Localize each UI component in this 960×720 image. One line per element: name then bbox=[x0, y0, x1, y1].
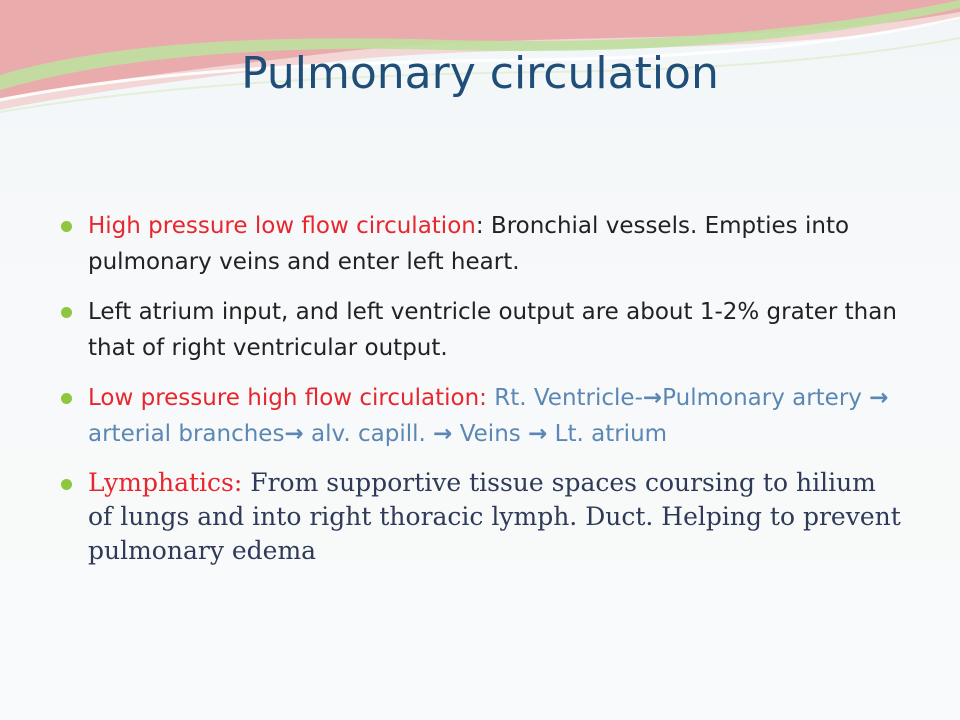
bullet-text: From supportive tissue spaces coursing to hilium of lungs and into right thoracic lymph. Duct. Helping to prevent pulmonary edema bbox=[88, 468, 901, 565]
bullet-separator: : bbox=[475, 213, 491, 239]
right-arrow-icon: → bbox=[433, 421, 453, 447]
flow-step: arterial branches bbox=[88, 421, 285, 447]
flow-step: Rt. Ventricle- bbox=[494, 385, 643, 411]
bullet-list bbox=[58, 208, 908, 582]
right-arrow-icon: → bbox=[869, 385, 889, 411]
right-arrow-icon: → bbox=[642, 385, 663, 411]
bullet-low-pressure bbox=[58, 380, 908, 452]
right-arrow-icon: → bbox=[284, 421, 304, 447]
slide-title: Pulmonary circulation bbox=[241, 48, 719, 99]
bullet-text: Left atrium input, and left ventricle output are about 1-2% grater than that of right ventricular output. bbox=[88, 299, 897, 361]
right-arrow-icon: → bbox=[528, 421, 548, 447]
bullet-lead: Low pressure high flow circulation: bbox=[88, 385, 487, 411]
bullet-dot-icon bbox=[61, 479, 72, 490]
bullet-lymphatics bbox=[58, 466, 908, 568]
bullet-lead: High pressure low flow circulation bbox=[88, 213, 476, 239]
flow-step: alv. capill. bbox=[303, 421, 434, 447]
bullet-lead: Lymphatics: bbox=[88, 468, 243, 497]
bullet-left-atrium bbox=[58, 294, 908, 366]
bullet-high-pressure bbox=[58, 208, 908, 280]
flow-step: Lt. atrium bbox=[547, 421, 668, 447]
bullet-dot-icon bbox=[61, 307, 72, 318]
bullet-dot-icon bbox=[61, 221, 72, 232]
flow-step: Veins bbox=[452, 421, 529, 447]
flow-step: Pulmonary artery bbox=[662, 385, 870, 411]
bullet-text: Bronchial vessels. Empties into pulmonary veins and enter left heart. bbox=[88, 213, 850, 275]
bullet-dot-icon bbox=[61, 393, 72, 404]
